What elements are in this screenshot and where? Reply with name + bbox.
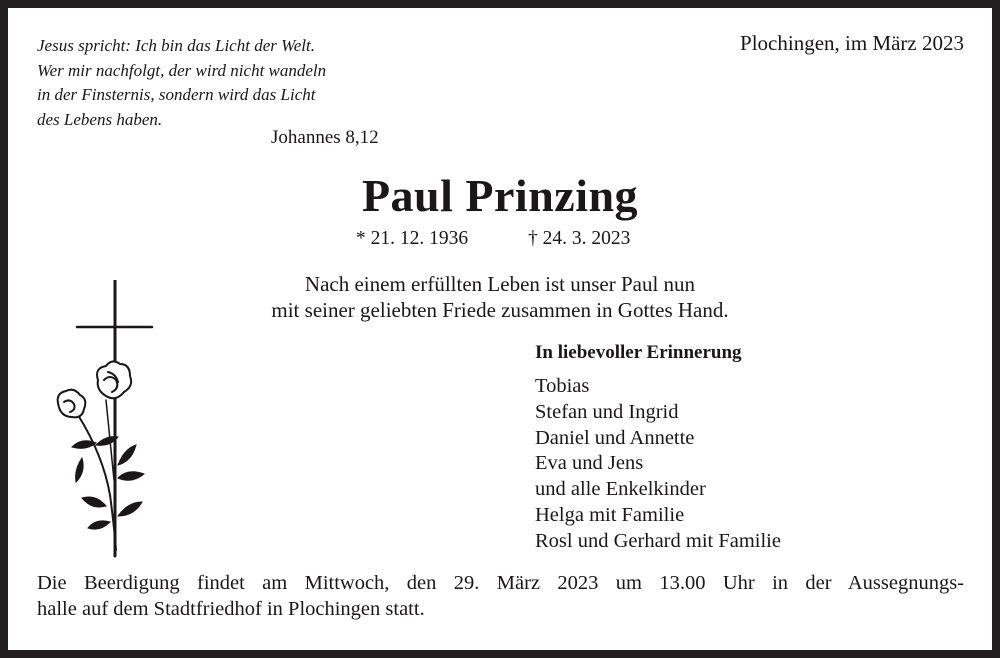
obituary-notice bbox=[8, 8, 992, 650]
verse-line: des Lebens haben. bbox=[37, 109, 163, 129]
verse-reference: Johannes 8,12 bbox=[271, 127, 379, 148]
family-member: und alle Enkelkinder bbox=[535, 478, 706, 501]
verse-line: Wer mir nachfolgt, der wird nicht wandeln bbox=[37, 60, 327, 80]
verse-line: Jesus spricht: Ich bin das Licht der Welt. bbox=[37, 36, 315, 55]
funeral-info bbox=[37, 571, 964, 622]
family-member: Helga mit Familie bbox=[535, 503, 685, 526]
place-date: Plochingen, im März 2023 bbox=[740, 31, 964, 55]
funeral-line: Die Beerdigung findet am Mittwoch, den 29. März 2023 um 13.00 Uhr in der Aussegnungs- bbox=[37, 572, 964, 594]
message-line: Nach einem erfüllten Leben ist unser Paul nun bbox=[304, 272, 696, 296]
bible-verse bbox=[37, 34, 326, 132]
cross-with-roses-icon bbox=[48, 280, 168, 560]
death-date: † 24. 3. 2023 bbox=[528, 228, 631, 249]
family-member: Stefan und Ingrid bbox=[535, 400, 679, 423]
verse-line: in der Finsternis, sondern wird das Licht bbox=[37, 85, 316, 104]
family-list bbox=[535, 374, 781, 555]
family-member: Rosl und Gerhard mit Familie bbox=[535, 529, 781, 552]
memory-title: In liebevoller Erinnerung bbox=[535, 342, 742, 363]
family-member: Daniel und Annette bbox=[535, 426, 695, 449]
funeral-line: halle auf dem Stadtfriedhof in Plochingen statt. bbox=[37, 597, 425, 620]
deceased-name: Paul Prinzing bbox=[361, 170, 639, 221]
family-member: Tobias bbox=[535, 375, 590, 397]
family-member: Eva und Jens bbox=[535, 452, 644, 475]
message-line: mit seiner geliebten Friede zusammen in Gottes Hand. bbox=[271, 298, 729, 322]
birth-date: * 21. 12. 1936 bbox=[356, 228, 469, 249]
